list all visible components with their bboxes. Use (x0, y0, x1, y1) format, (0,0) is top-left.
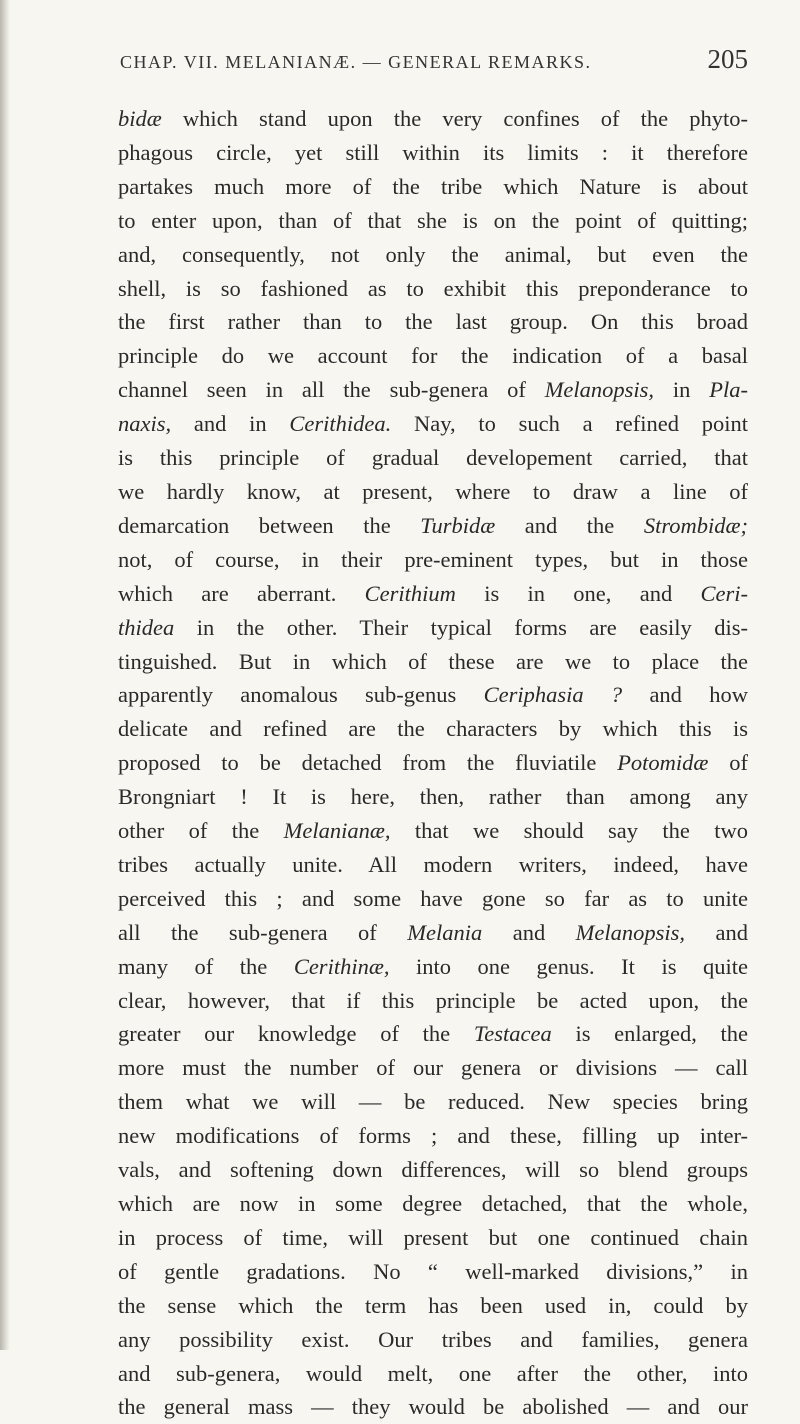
text-run: all the sub-genera of (118, 919, 408, 945)
text-line (118, 645, 748, 679)
text-run: vals, and softening down differences, will so blend groups (118, 1157, 748, 1183)
text-line (118, 1357, 748, 1391)
text-line (118, 577, 748, 611)
book-page (108, 0, 748, 1424)
page-number: 205 (707, 44, 748, 74)
italic-term: Ceri- (700, 580, 748, 606)
text-run: and sub-genera, would melt, one after the other, into (118, 1360, 748, 1386)
text-line (118, 373, 748, 407)
text-run: not, of course, in their pre-eminent types, but in those (118, 546, 748, 572)
text-line (118, 1017, 748, 1051)
text-line (118, 984, 748, 1018)
text-run: we hardly know, at present, where to draw a line of (118, 478, 748, 504)
text-line (118, 102, 748, 136)
text-run: Nay, to such a refined point (391, 411, 748, 437)
text-run: to enter upon, than of that she is on the point of quitting; (118, 207, 748, 233)
text-run: apparently anomalous sub-genus (118, 682, 484, 708)
text-line (118, 1187, 748, 1221)
text-run: and in (171, 411, 290, 437)
text-run: which are now in some degree detached, that the whole, (118, 1191, 748, 1216)
text-run: and the (495, 512, 644, 538)
text-run: the first rather than to the last group. On this broad (118, 309, 748, 335)
text-line (118, 1289, 748, 1323)
text-line (118, 746, 748, 780)
text-line (118, 1221, 748, 1255)
text-line (118, 712, 748, 746)
italic-term: thidea (118, 614, 175, 640)
text-run: in the other. Their typical forms are easily dis- (174, 614, 748, 640)
text-line (118, 814, 748, 848)
text-line (118, 916, 748, 950)
body-text (108, 102, 748, 1424)
text-line (118, 339, 748, 373)
text-line (118, 1255, 748, 1289)
text-line (118, 475, 748, 509)
text-run: and, consequently, not only the animal, but even the (118, 241, 748, 267)
text-run: is this principle of gradual developement carried, that (118, 445, 748, 471)
text-line (118, 1390, 748, 1424)
text-line (118, 848, 748, 882)
text-run: into one genus. It is quite (389, 953, 748, 979)
text-line (118, 1323, 748, 1357)
text-line (118, 509, 748, 543)
text-line (118, 170, 748, 204)
text-run: other of the (118, 818, 284, 844)
text-line (118, 543, 748, 577)
text-line (118, 136, 748, 170)
text-run: delicate and refined are the characters by which this is (118, 716, 748, 742)
book-binding-edge (0, 0, 10, 1350)
text-run: demarcation between the (118, 512, 421, 538)
text-run: perceived this ; and some have gone so far as to unite (118, 885, 748, 911)
text-run: of (708, 750, 748, 776)
text-line (118, 611, 748, 645)
text-line (118, 1119, 748, 1153)
text-run: clear, however, that if this principle be acted upon, the (118, 987, 748, 1013)
text-run: Brongniart ! It is here, then, rather than among any (118, 784, 748, 810)
text-run: in (654, 377, 710, 403)
italic-term: Potomidæ (617, 750, 709, 776)
text-run: proposed to be detached from the fluviatile (118, 750, 618, 776)
text-line (118, 204, 748, 238)
chapter-label: CHAP. VII. (120, 52, 220, 72)
italic-term: Melanopsis, (575, 919, 686, 945)
text-run: the general mass — they would be abolished — and our (118, 1394, 748, 1420)
text-line (118, 305, 748, 339)
text-run: channel seen in all the sub-genera of (118, 377, 545, 403)
italic-term: Testacea (473, 1021, 552, 1047)
text-run: in process of time, will present but one continued chain (118, 1224, 748, 1250)
italic-term: bidæ (118, 106, 162, 131)
text-run: shell, is so fashioned as to exhibit this preponderance to (118, 275, 748, 301)
italic-term: Turbidæ (420, 512, 496, 538)
text-line (118, 1153, 748, 1187)
text-run: greater our knowledge of the (118, 1021, 474, 1047)
running-header (108, 44, 748, 92)
text-run: them what we will — be reduced. New species bring (118, 1089, 748, 1115)
text-run: any possibility exist. Our tribes and families, genera (118, 1326, 748, 1352)
italic-term: Melanopsis, (544, 377, 655, 403)
italic-term: Ceriphasia ? (483, 682, 623, 708)
running-title (120, 52, 592, 73)
italic-term: Cerithinæ, (293, 953, 390, 979)
text-run: of gentle gradations. No “ well-marked divisions,” in (118, 1258, 748, 1284)
text-run: which stand upon the very confines of the phyto- (161, 106, 748, 131)
text-run: and (685, 919, 748, 945)
text-line (118, 780, 748, 814)
text-run: partakes much more of the tribe which Nature is about (118, 173, 748, 199)
italic-term: naxis, (118, 411, 172, 437)
text-run: is enlarged, the (551, 1021, 748, 1047)
italic-term: Strombidæ; (643, 512, 748, 538)
italic-term: Melania (407, 919, 483, 945)
text-line (118, 1085, 748, 1119)
text-line (118, 407, 748, 441)
text-line (118, 1051, 748, 1085)
text-line (118, 272, 748, 306)
text-run: and how (622, 682, 748, 708)
text-run: phagous circle, yet still within its limits : it therefore (118, 139, 748, 165)
text-line (118, 678, 748, 712)
text-run: the sense which the term has been used in, could by (118, 1292, 748, 1318)
text-run: is in one, and (455, 580, 701, 606)
text-run: which are aberrant. (118, 580, 365, 606)
text-line (118, 950, 748, 984)
italic-term: Cerithidea. (289, 411, 392, 437)
text-run: and (482, 919, 576, 945)
text-line (118, 882, 748, 916)
running-title-text: MELANIANÆ. — GENERAL REMARKS. (225, 52, 592, 72)
text-run: new modifications of forms ; and these, filling up inter- (118, 1123, 748, 1149)
text-line (118, 441, 748, 475)
text-line (118, 238, 748, 272)
italic-term: Pla- (709, 377, 748, 403)
text-run: that we should say the two (390, 818, 748, 844)
text-run: many of the (118, 953, 294, 979)
italic-term: Melanianæ, (283, 818, 391, 844)
text-run: more must the number of our genera or divisions — call (118, 1055, 748, 1081)
text-run: tinguished. But in which of these are we to place the (118, 648, 748, 674)
text-run: tribes actually unite. All modern writers, indeed, have (118, 851, 748, 877)
text-run: principle do we account for the indication of a basal (118, 343, 748, 369)
italic-term: Cerithium (364, 580, 456, 606)
